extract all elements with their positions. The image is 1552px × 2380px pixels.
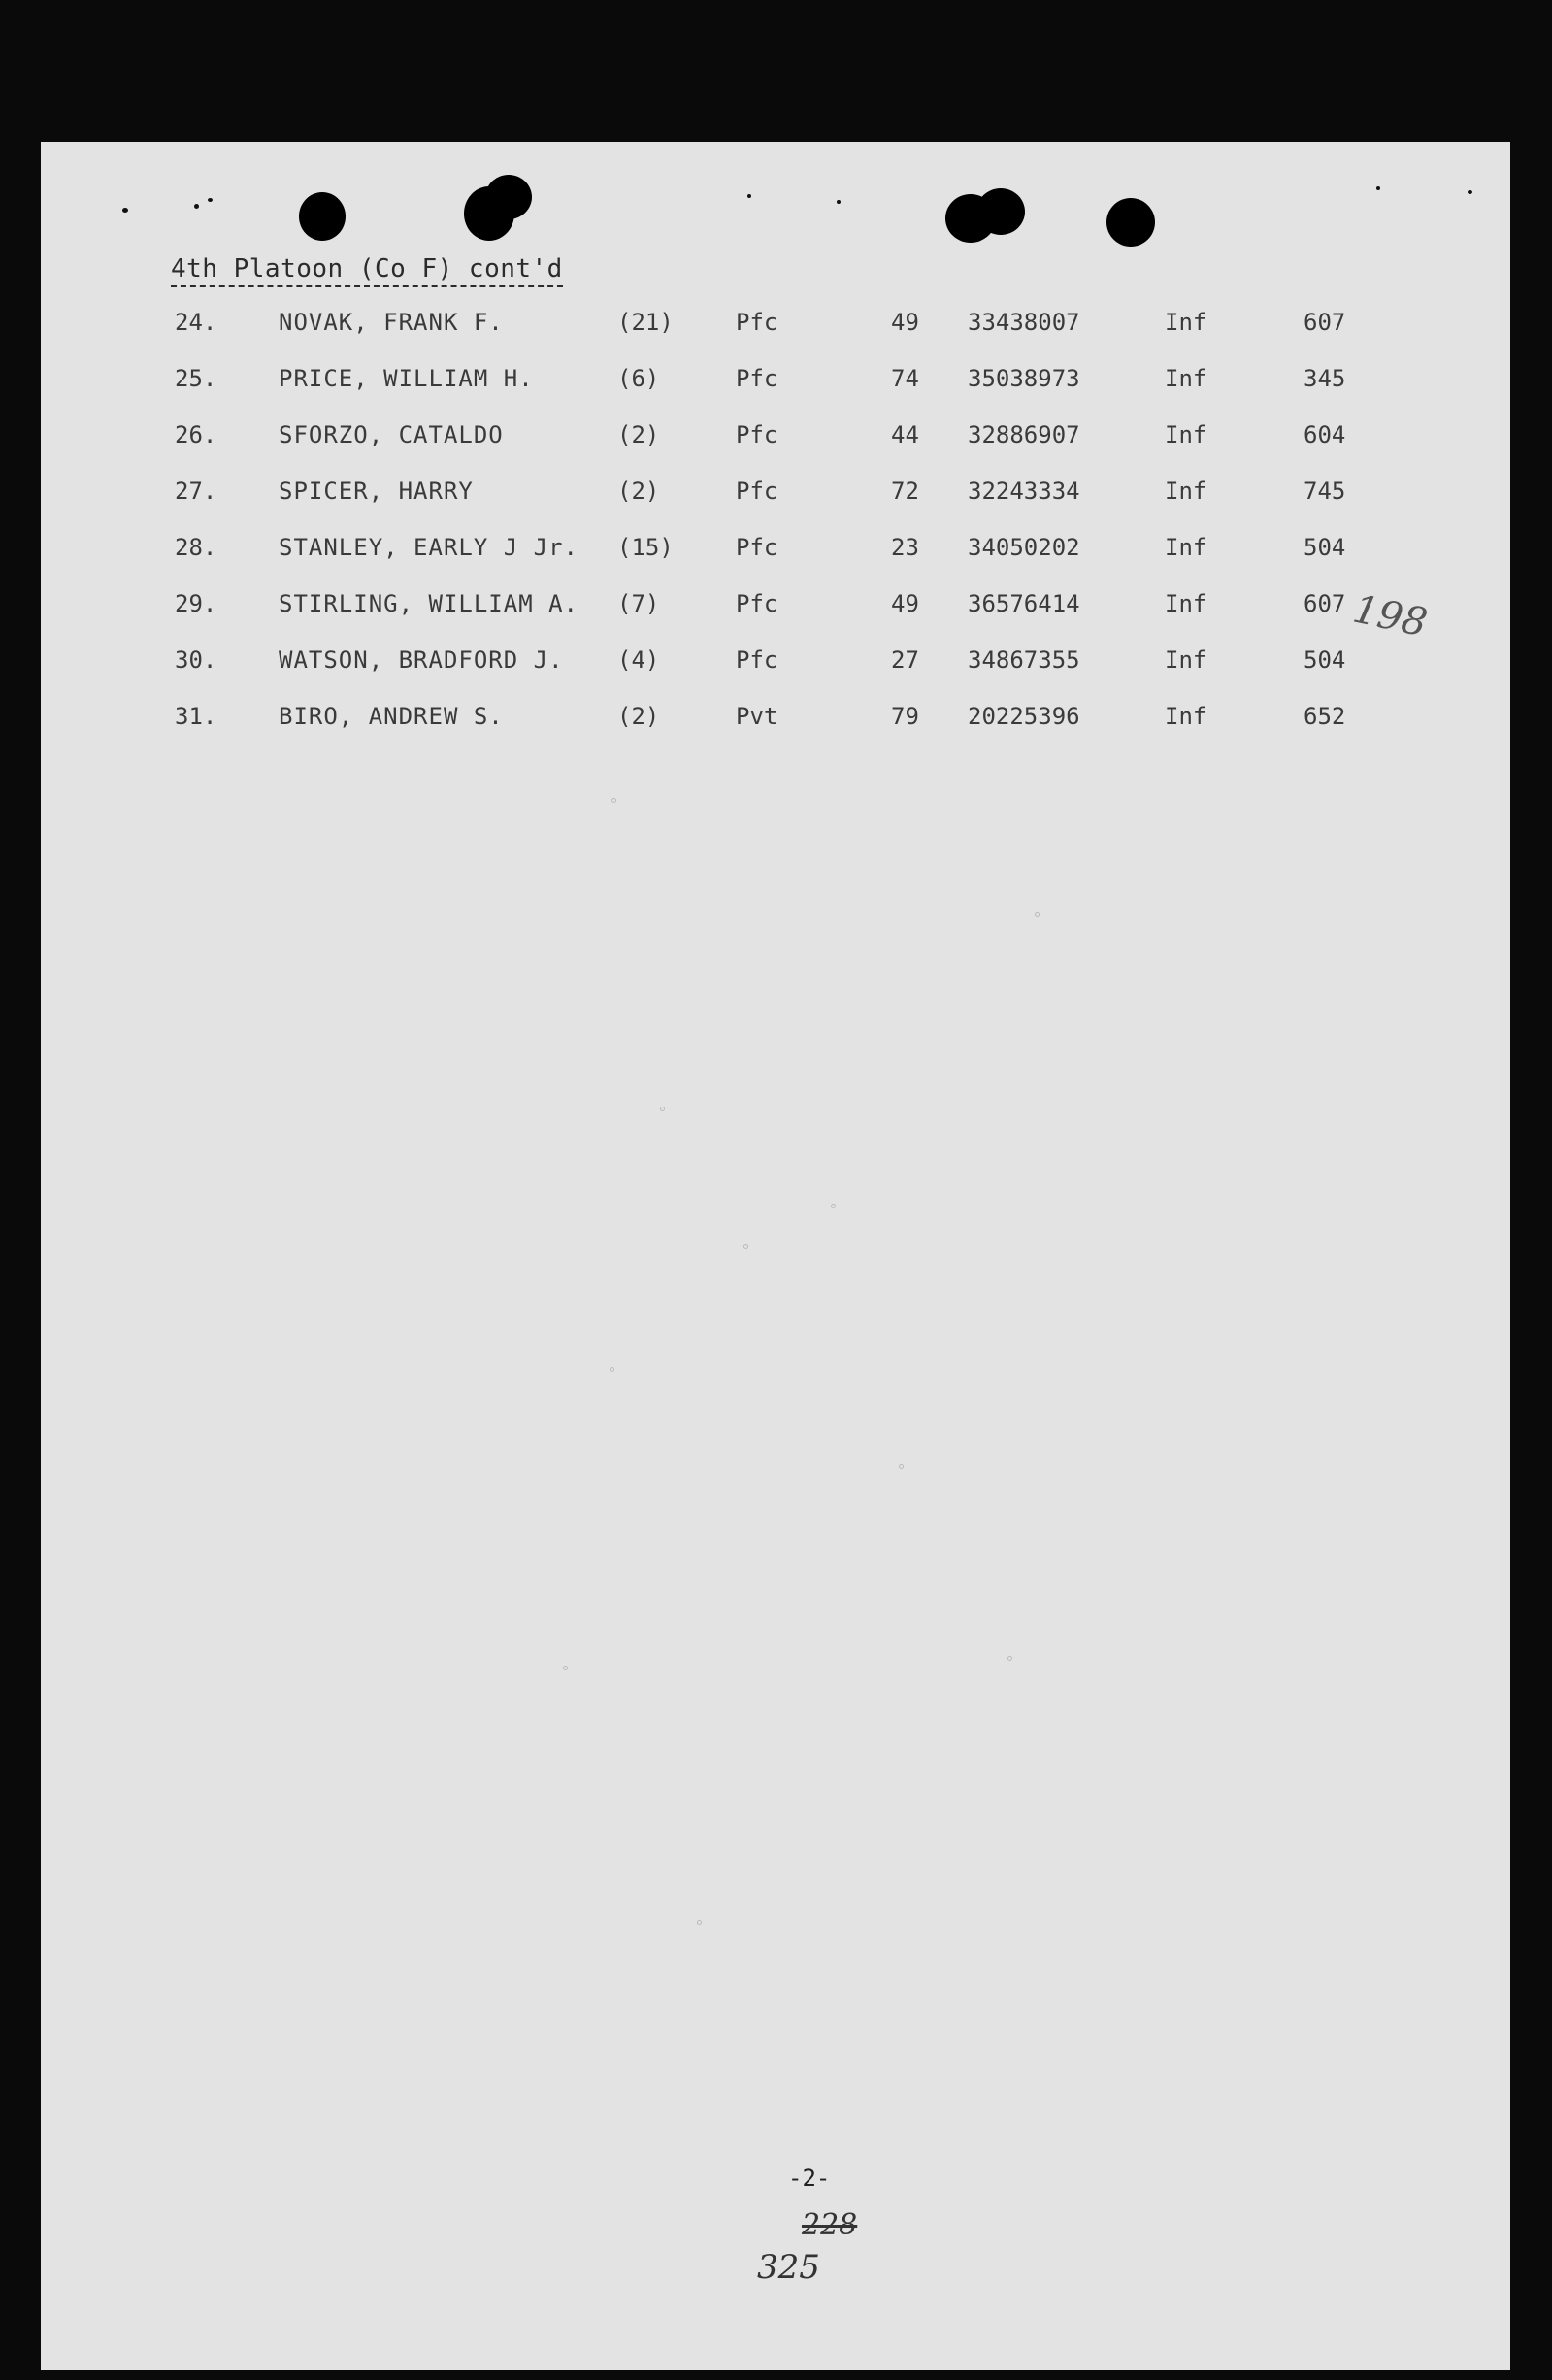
ink-speck bbox=[837, 200, 841, 204]
cell-code: 79 bbox=[891, 703, 919, 730]
cell-name: SFORZO, CATALDO bbox=[279, 421, 504, 448]
cell-rank: Pfc bbox=[736, 646, 778, 674]
cell-num: 25. bbox=[175, 365, 217, 392]
cell-mos: 345 bbox=[1304, 365, 1346, 392]
cell-score: (7) bbox=[617, 590, 660, 617]
cell-rank: Pfc bbox=[736, 534, 778, 561]
cell-score: (6) bbox=[617, 365, 660, 392]
cell-num: 27. bbox=[175, 478, 217, 505]
paper-dot bbox=[743, 1244, 748, 1249]
cell-num: 28. bbox=[175, 534, 217, 561]
cell-arm: Inf bbox=[1165, 421, 1207, 448]
cell-serial: 35038973 bbox=[968, 365, 1080, 392]
cell-name: SPICER, HARRY bbox=[279, 478, 474, 505]
cell-code: 49 bbox=[891, 590, 919, 617]
cell-serial: 20225396 bbox=[968, 703, 1080, 730]
paper-dot bbox=[1035, 912, 1040, 917]
cell-rank: Pfc bbox=[736, 365, 778, 392]
paper-dot bbox=[563, 1666, 568, 1670]
cell-serial: 34050202 bbox=[968, 534, 1080, 561]
cell-code: 74 bbox=[891, 365, 919, 392]
table-row bbox=[0, 646, 1552, 685]
cell-name: STANLEY, EARLY J Jr. bbox=[279, 534, 578, 561]
paper-dot bbox=[1007, 1656, 1012, 1661]
cell-rank: Pfc bbox=[736, 421, 778, 448]
cell-num: 26. bbox=[175, 421, 217, 448]
document-page bbox=[41, 142, 1510, 2370]
ink-speck bbox=[194, 204, 199, 209]
cell-serial: 32243334 bbox=[968, 478, 1080, 505]
cell-score: (2) bbox=[617, 478, 660, 505]
cell-arm: Inf bbox=[1165, 534, 1207, 561]
cell-name: PRICE, WILLIAM H. bbox=[279, 365, 534, 392]
cell-arm: Inf bbox=[1165, 365, 1207, 392]
cell-score: (4) bbox=[617, 646, 660, 674]
cell-mos: 607 bbox=[1304, 309, 1346, 336]
paper-dot bbox=[697, 1920, 702, 1925]
cell-rank: Pfc bbox=[736, 478, 778, 505]
cell-mos: 504 bbox=[1304, 534, 1346, 561]
paper-dot bbox=[831, 1204, 836, 1208]
cell-mos: 604 bbox=[1304, 421, 1346, 448]
punch-hole bbox=[299, 192, 346, 241]
table-row bbox=[0, 534, 1552, 573]
cell-num: 29. bbox=[175, 590, 217, 617]
cell-code: 49 bbox=[891, 309, 919, 336]
table-row bbox=[0, 309, 1552, 347]
handwritten-struck-number: 228 bbox=[802, 2208, 858, 2242]
cell-mos: 745 bbox=[1304, 478, 1346, 505]
punch-hole bbox=[976, 188, 1025, 235]
ink-speck bbox=[747, 194, 751, 198]
table-row bbox=[0, 590, 1552, 629]
paper-dot bbox=[611, 798, 616, 803]
ink-speck bbox=[208, 198, 213, 202]
cell-mos: 652 bbox=[1304, 703, 1346, 730]
section-heading: 4th Platoon (Co F) cont'd bbox=[171, 254, 563, 287]
table-row bbox=[0, 478, 1552, 516]
page-number: -2- bbox=[788, 2165, 831, 2192]
cell-num: 30. bbox=[175, 646, 217, 674]
paper-dot bbox=[899, 1464, 904, 1469]
cell-code: 23 bbox=[891, 534, 919, 561]
cell-score: (15) bbox=[617, 534, 674, 561]
cell-serial: 36576414 bbox=[968, 590, 1080, 617]
cell-serial: 33438007 bbox=[968, 309, 1080, 336]
table-row bbox=[0, 703, 1552, 742]
cell-code: 27 bbox=[891, 646, 919, 674]
cell-rank: Pfc bbox=[736, 590, 778, 617]
cell-name: WATSON, BRADFORD J. bbox=[279, 646, 564, 674]
ink-speck bbox=[122, 208, 128, 213]
table-row bbox=[0, 421, 1552, 460]
paper-dot bbox=[660, 1107, 665, 1111]
cell-name: BIRO, ANDREW S. bbox=[279, 703, 504, 730]
cell-mos: 607 bbox=[1304, 590, 1346, 617]
handwritten-number: 325 bbox=[757, 2248, 820, 2287]
cell-score: (21) bbox=[617, 309, 674, 336]
cell-serial: 32886907 bbox=[968, 421, 1080, 448]
cell-arm: Inf bbox=[1165, 478, 1207, 505]
cell-code: 44 bbox=[891, 421, 919, 448]
ink-speck bbox=[1376, 186, 1380, 190]
cell-score: (2) bbox=[617, 421, 660, 448]
punch-hole bbox=[1106, 198, 1155, 247]
cell-rank: Pfc bbox=[736, 309, 778, 336]
ink-speck bbox=[1468, 190, 1472, 194]
cell-serial: 34867355 bbox=[968, 646, 1080, 674]
cell-mos: 504 bbox=[1304, 646, 1346, 674]
cell-score: (2) bbox=[617, 703, 660, 730]
cell-code: 72 bbox=[891, 478, 919, 505]
cell-arm: Inf bbox=[1165, 309, 1207, 336]
cell-rank: Pvt bbox=[736, 703, 778, 730]
margin-mark: 198 bbox=[1349, 586, 1432, 646]
cell-name: STIRLING, WILLIAM A. bbox=[279, 590, 578, 617]
cell-arm: Inf bbox=[1165, 590, 1207, 617]
cell-arm: Inf bbox=[1165, 646, 1207, 674]
cell-arm: Inf bbox=[1165, 703, 1207, 730]
punch-hole bbox=[485, 175, 532, 219]
paper-dot bbox=[610, 1367, 614, 1372]
cell-num: 31. bbox=[175, 703, 217, 730]
table-row bbox=[0, 365, 1552, 404]
cell-num: 24. bbox=[175, 309, 217, 336]
cell-name: NOVAK, FRANK F. bbox=[279, 309, 504, 336]
